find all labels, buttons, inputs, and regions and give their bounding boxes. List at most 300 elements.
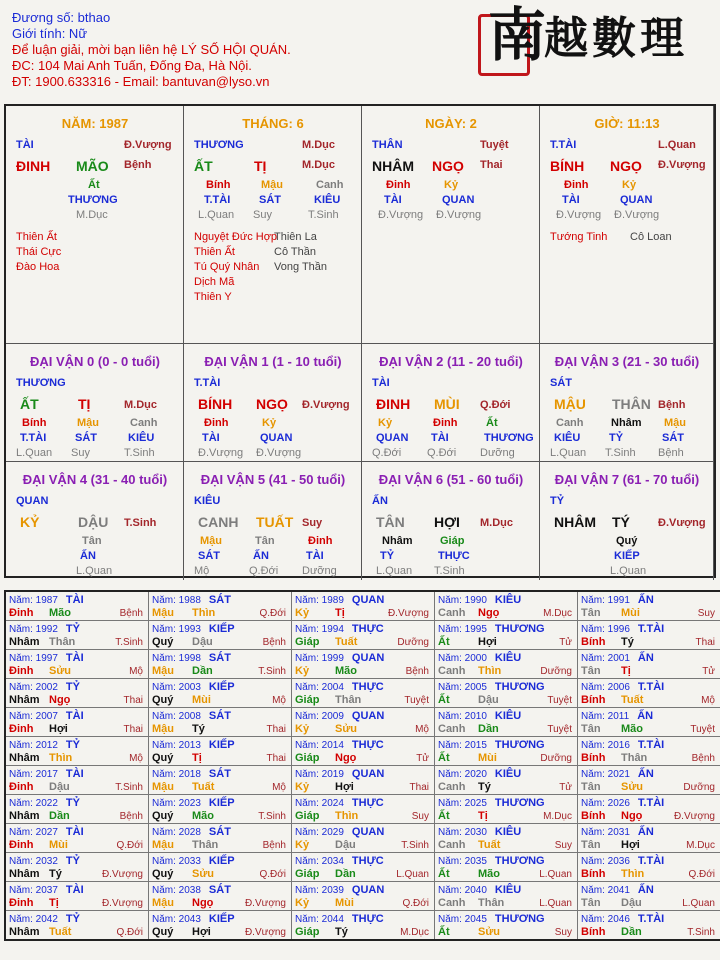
hidden-god: THƯƠNG <box>484 432 534 444</box>
year-cell <box>5 824 149 853</box>
hidden-stem: Đinh <box>308 535 333 547</box>
year-stem: Tân <box>581 723 601 735</box>
year-state: L.Quan <box>396 869 429 880</box>
year-branch: Thìn <box>621 868 645 880</box>
year-prefix: Năm: <box>438 914 465 925</box>
name-line: Đương số: bthao <box>12 10 111 25</box>
year-prefix: Năm: <box>295 885 322 896</box>
year-cell <box>149 650 292 679</box>
year-line <box>9 681 80 694</box>
year-detail <box>152 868 288 881</box>
year-branch: Tị <box>621 665 631 677</box>
year-state: Bệnh <box>691 753 715 764</box>
contact-line: Để luận giải, mời bạn liên hệ LÝ SỐ HỘI QUÁN. <box>12 42 291 57</box>
year-state: Đ.Vượng <box>244 927 286 938</box>
year-prefix: Năm: <box>438 827 465 838</box>
year-prefix: Năm: <box>438 711 465 722</box>
hidden-state: Q.Đới <box>249 565 279 577</box>
year-line <box>581 739 664 752</box>
year-line <box>9 855 80 868</box>
dai-van-god: THƯƠNG <box>16 377 66 389</box>
year-stem: Quý <box>152 926 174 938</box>
shensha-star: Thiên Y <box>194 291 232 303</box>
year-cell <box>5 911 149 941</box>
year-detail <box>581 897 717 910</box>
year-cell <box>578 591 720 621</box>
pillar-branch: NGỌ <box>432 158 464 174</box>
year-detail <box>9 897 145 910</box>
year-stem: Canh <box>438 723 466 735</box>
year-stem: Nhâm <box>9 868 40 880</box>
year-detail <box>9 607 145 620</box>
year-number: 2042 <box>35 914 58 925</box>
year-stem: Nhâm <box>9 752 40 764</box>
year-cell <box>5 882 149 911</box>
year-prefix: Năm: <box>438 624 465 635</box>
year-line <box>295 739 384 752</box>
year-line <box>9 739 80 752</box>
year-line <box>9 913 80 926</box>
hidden-stem: Kỷ <box>262 417 277 429</box>
dai-van-god: SÁT <box>550 377 572 389</box>
hidden-god: TỶ <box>380 550 395 562</box>
year-state: L.Quan <box>539 898 572 909</box>
year-state: Mộ <box>415 724 429 735</box>
gender-line: Giới tính: Nữ <box>12 26 88 41</box>
dai-van-cell <box>6 344 184 462</box>
year-number: 1996 <box>607 624 630 635</box>
year-cell <box>578 853 720 882</box>
year-line <box>295 681 384 694</box>
pillar-branch-state: M.Dục <box>302 159 335 171</box>
year-god: TÀI <box>65 594 84 606</box>
year-branch: Hợi <box>478 636 497 648</box>
year-god: TÀI <box>65 768 84 780</box>
year-number: 2046 <box>607 914 630 925</box>
hidden-god: KIÊU <box>314 194 341 206</box>
year-line <box>295 652 384 665</box>
hidden-stem: Kỷ <box>378 417 393 429</box>
year-number: 2034 <box>321 856 344 867</box>
year-god: QUAN <box>351 768 385 780</box>
year-cell <box>578 708 720 737</box>
year-number: 1997 <box>35 653 58 664</box>
year-cell <box>435 737 578 766</box>
hidden-god: ẤN <box>253 550 269 562</box>
year-detail <box>9 868 145 881</box>
year-stem: Quý <box>152 810 174 822</box>
pillar-branch: NGỌ <box>610 158 642 174</box>
pillar-branch: MÃO <box>76 158 109 174</box>
hidden-god: TÀI <box>306 550 324 562</box>
year-detail <box>9 781 145 794</box>
year-cell <box>149 679 292 708</box>
year-stem: Kỷ <box>295 781 310 793</box>
year-number: 2038 <box>178 885 201 896</box>
year-god: THƯƠNG <box>494 797 545 809</box>
year-detail <box>295 723 431 736</box>
year-god: TÀI <box>65 826 84 838</box>
year-prefix: Năm: <box>581 624 608 635</box>
year-state: Bệnh <box>405 666 429 677</box>
year-line <box>152 710 231 723</box>
year-prefix: Năm: <box>438 885 465 896</box>
hidden-state: Dưỡng <box>480 447 515 459</box>
year-state: Dưỡng <box>540 753 572 764</box>
hidden-god: T.TÀI <box>204 194 231 206</box>
year-god: KIẾP <box>208 797 235 809</box>
year-line <box>152 681 235 694</box>
dai-van-stem: TÂN <box>376 514 405 530</box>
year-god: THỰC <box>351 913 384 925</box>
year-branch: Tý <box>621 636 634 648</box>
year-number: 2027 <box>35 827 58 838</box>
dai-van-title: ĐẠI VẬN 7 (61 - 70 tuổi) <box>554 472 700 487</box>
dai-van-title: ĐẠI VẬN 2 (11 - 20 tuổi) <box>379 354 523 369</box>
year-line <box>438 710 521 723</box>
year-line <box>152 826 231 839</box>
hidden-god: THỰC <box>438 550 470 562</box>
year-state: T.Sinh <box>115 782 143 793</box>
year-prefix: Năm: <box>438 740 465 751</box>
year-detail <box>152 897 288 910</box>
year-state: Đ.Vượng <box>673 811 715 822</box>
year-god: ẤN <box>637 652 654 664</box>
hidden-god: QUAN <box>260 432 293 444</box>
year-stem: Ất <box>438 868 450 880</box>
year-god: KIẾP <box>208 913 235 925</box>
year-stem: Kỷ <box>295 839 310 851</box>
year-state: L.Quan <box>539 869 572 880</box>
year-stem: Quý <box>152 868 174 880</box>
year-branch: Dậu <box>192 636 213 648</box>
hidden-god: TÀI <box>431 432 449 444</box>
pillar-stem: NHÂM <box>372 158 414 174</box>
year-stem: Kỷ <box>295 897 310 909</box>
year-stem: Canh <box>438 665 466 677</box>
year-detail <box>295 752 431 765</box>
year-line <box>152 623 235 636</box>
year-cell <box>435 911 578 941</box>
year-cell <box>5 591 149 621</box>
hidden-stem: Bính <box>22 417 47 429</box>
year-prefix: Năm: <box>152 885 179 896</box>
year-state: Đ.Vượng <box>101 898 143 909</box>
year-god: T.TÀI <box>637 739 665 751</box>
dai-van-stem: MẬU <box>554 396 586 412</box>
hidden-state: Q.Đới <box>427 447 457 459</box>
year-prefix: Năm: <box>152 856 179 867</box>
hidden-state: Bệnh <box>658 447 684 459</box>
dai-van-branch: HỢI <box>434 514 460 530</box>
dai-van-title: ĐẠI VẬN 3 (21 - 30 tuổi) <box>554 354 700 369</box>
year-number: 1998 <box>178 653 201 664</box>
shensha-star: Thiên Ất <box>16 231 57 243</box>
year-number: 2019 <box>321 769 344 780</box>
year-stem: Mậu <box>152 723 174 735</box>
year-god: TỶ <box>65 623 80 635</box>
year-line <box>581 913 664 926</box>
hidden-stem: Đinh <box>204 417 229 429</box>
pillar-branch-state: Thai <box>480 159 503 171</box>
pillar-title: NGÀY: 2 <box>425 116 477 131</box>
dai-van-stem: ĐINH <box>376 396 411 412</box>
year-state: Tử <box>559 637 572 648</box>
hidden-stem: Canh <box>130 417 158 429</box>
hidden-stem: Canh <box>556 417 584 429</box>
hidden-stem: Tân <box>82 535 102 547</box>
year-detail <box>581 694 717 707</box>
year-detail <box>438 636 574 649</box>
year-number: 2026 <box>607 798 630 809</box>
year-stem: Giáp <box>295 694 320 706</box>
year-state: Tử <box>416 753 429 764</box>
year-line <box>295 884 384 897</box>
hidden-stem: Bính <box>206 179 231 191</box>
hidden-state: L.Quan <box>16 447 53 459</box>
hidden-god: SÁT <box>662 432 684 444</box>
year-prefix: Năm: <box>438 595 465 606</box>
year-god: THỰC <box>351 623 384 635</box>
pillar-title: GIỜ: 11:13 <box>594 116 660 131</box>
hidden-state: L.Quan <box>376 565 413 577</box>
year-detail <box>295 781 431 794</box>
dai-van-state: T.Sinh <box>124 517 157 529</box>
dai-van-god: ẤN <box>372 495 388 507</box>
year-branch: Dần <box>478 723 499 735</box>
year-number: 2024 <box>321 798 344 809</box>
year-number: 1987 <box>35 595 58 606</box>
year-prefix: Năm: <box>152 653 179 664</box>
year-stem: Tân <box>581 665 601 677</box>
year-stem: Canh <box>438 781 466 793</box>
hidden-state: L.Quan <box>198 209 235 221</box>
year-god: KIÊU <box>494 826 522 838</box>
year-god: TÀI <box>65 884 84 896</box>
year-detail <box>152 810 288 823</box>
year-line <box>581 710 653 723</box>
hidden-god: TÀI <box>202 432 220 444</box>
year-god: T.TÀI <box>637 913 665 925</box>
year-cell <box>578 737 720 766</box>
hidden-god: SÁT <box>198 550 220 562</box>
year-state: Dưỡng <box>397 637 429 648</box>
year-number: 2044 <box>321 914 344 925</box>
dai-van-stem: NHÂM <box>554 514 596 530</box>
year-prefix: Năm: <box>295 682 322 693</box>
year-number: 2011 <box>607 711 630 722</box>
year-god: KIẾP <box>208 623 235 635</box>
year-line <box>438 739 545 752</box>
year-line <box>152 594 231 607</box>
year-branch: Mão <box>192 810 214 822</box>
year-cell <box>435 824 578 853</box>
year-prefix: Năm: <box>581 595 608 606</box>
hidden-state: T.Sinh <box>308 209 339 221</box>
year-detail <box>9 723 145 736</box>
year-state: Thai <box>266 724 286 735</box>
year-number: 2005 <box>464 682 487 693</box>
pillar-stem: BÍNH <box>550 158 585 174</box>
year-cell <box>578 621 720 650</box>
hidden-god: ẤN <box>80 550 96 562</box>
year-cell <box>578 650 720 679</box>
dai-van-god: T.TÀI <box>194 377 221 389</box>
year-god: KIẾP <box>208 739 235 751</box>
year-branch: Ngọ <box>478 607 500 619</box>
year-detail <box>152 694 288 707</box>
hidden-god: KIÊU <box>554 432 581 444</box>
year-state: Bệnh <box>119 608 143 619</box>
year-number: 2033 <box>178 856 201 867</box>
year-cell <box>578 911 720 941</box>
year-prefix: Năm: <box>581 769 608 780</box>
hidden-stem: Canh <box>316 179 344 191</box>
year-branch: Mão <box>335 665 357 677</box>
year-god: SÁT <box>208 594 231 606</box>
hidden-state: Đ.Vượng <box>198 447 244 459</box>
year-prefix: Năm: <box>9 885 36 896</box>
year-prefix: Năm: <box>295 914 322 925</box>
shensha-star: Thiên Ất <box>194 246 235 258</box>
year-state: Tử <box>559 782 572 793</box>
year-table <box>4 590 720 941</box>
year-detail <box>152 636 288 649</box>
year-line <box>581 884 654 897</box>
pillar-cell <box>540 106 714 344</box>
year-state: Tuyệt <box>547 695 572 706</box>
shensha-star: Tướng Tinh <box>550 231 608 243</box>
year-line <box>581 681 664 694</box>
year-prefix: Năm: <box>9 856 36 867</box>
year-line <box>295 826 384 839</box>
year-stem: Bính <box>581 636 606 648</box>
year-god: KIÊU <box>494 710 522 722</box>
year-stem: Bính <box>581 810 606 822</box>
year-state: Đ.Vượng <box>244 898 286 909</box>
year-number: 2040 <box>464 885 487 896</box>
year-branch: Dậu <box>335 839 356 851</box>
dai-van-god: KIÊU <box>194 495 221 507</box>
year-number: 2037 <box>35 885 58 896</box>
dai-van-state: Bệnh <box>658 399 686 411</box>
hidden-god: QUAN <box>620 194 653 206</box>
year-prefix: Năm: <box>295 624 322 635</box>
year-prefix: Năm: <box>152 595 179 606</box>
year-detail <box>581 810 717 823</box>
year-god: SÁT <box>208 884 231 896</box>
year-detail <box>438 752 574 765</box>
hidden-god: KIÊU <box>128 432 155 444</box>
year-god: THƯƠNG <box>494 913 545 925</box>
year-line <box>9 652 84 665</box>
year-branch: Tuất <box>49 926 72 938</box>
year-line <box>9 826 84 839</box>
year-number: 1992 <box>35 624 58 635</box>
year-god: THỰC <box>351 797 384 809</box>
year-state: T.Sinh <box>401 840 429 851</box>
year-prefix: Năm: <box>581 856 608 867</box>
year-cell <box>5 650 149 679</box>
year-stem: Kỷ <box>295 607 310 619</box>
year-prefix: Năm: <box>581 914 608 925</box>
year-stem: Nhâm <box>9 810 40 822</box>
year-god: QUAN <box>351 652 385 664</box>
year-prefix: Năm: <box>152 914 179 925</box>
logo-text: 越數理 <box>544 13 688 64</box>
hidden-stem: Đinh <box>564 179 589 191</box>
year-god: SÁT <box>208 652 231 664</box>
year-detail <box>295 607 431 620</box>
hidden-state: Suy <box>253 209 272 221</box>
pillar-cell <box>184 106 362 344</box>
dai-van-cell <box>362 462 540 580</box>
hidden-stem: Nhâm <box>611 417 642 429</box>
year-number: 2016 <box>607 740 630 751</box>
year-stem: Đinh <box>9 665 34 677</box>
year-stem: Giáp <box>295 636 320 648</box>
year-stem: Quý <box>152 752 174 764</box>
year-branch: Mão <box>478 868 500 880</box>
year-prefix: Năm: <box>152 827 179 838</box>
year-line <box>438 913 545 926</box>
year-line <box>581 826 654 839</box>
year-branch: Sửu <box>478 926 501 938</box>
year-detail <box>152 926 288 939</box>
year-prefix: Năm: <box>438 769 465 780</box>
shensha-star: Tú Quý Nhân <box>194 261 260 273</box>
year-state: Thai <box>123 695 143 706</box>
year-line <box>152 855 235 868</box>
hidden-god: SÁT <box>259 194 281 206</box>
year-detail <box>295 665 431 678</box>
year-cell <box>149 795 292 824</box>
year-number: 1994 <box>321 624 344 635</box>
dai-van-title: ĐẠI VẬN 4 (31 - 40 tuổi) <box>22 472 168 487</box>
year-state: M.Dục <box>543 608 572 619</box>
year-detail <box>438 607 574 620</box>
year-detail <box>295 810 431 823</box>
year-state: Thai <box>695 637 715 648</box>
dai-van-state: M.Dục <box>124 399 157 411</box>
pillar-state: M.Dục <box>302 139 335 151</box>
year-detail <box>438 868 574 881</box>
year-detail <box>9 694 145 707</box>
year-cell <box>435 708 578 737</box>
year-god: THƯƠNG <box>494 681 545 693</box>
dai-van-cell <box>540 344 714 462</box>
year-detail <box>438 897 574 910</box>
hidden-stem: Ất <box>486 417 498 429</box>
hidden-state: L.Quan <box>550 447 587 459</box>
hidden-god: THƯƠNG <box>68 194 118 206</box>
year-state: M.Dục <box>400 927 429 938</box>
year-prefix: Năm: <box>581 740 608 751</box>
year-cell <box>5 621 149 650</box>
year-cell <box>292 679 435 708</box>
year-number: 2025 <box>464 798 487 809</box>
year-prefix: Năm: <box>152 740 179 751</box>
year-line <box>9 884 84 897</box>
year-stem: Tân <box>581 781 601 793</box>
pillar-cell <box>6 106 184 344</box>
year-cell <box>149 766 292 795</box>
year-line <box>152 797 235 810</box>
hidden-stem: Mậu <box>77 417 99 429</box>
dai-van-cell <box>184 344 362 462</box>
shensha-star: Vong Thần <box>274 261 328 273</box>
year-god: KIÊU <box>494 594 522 606</box>
